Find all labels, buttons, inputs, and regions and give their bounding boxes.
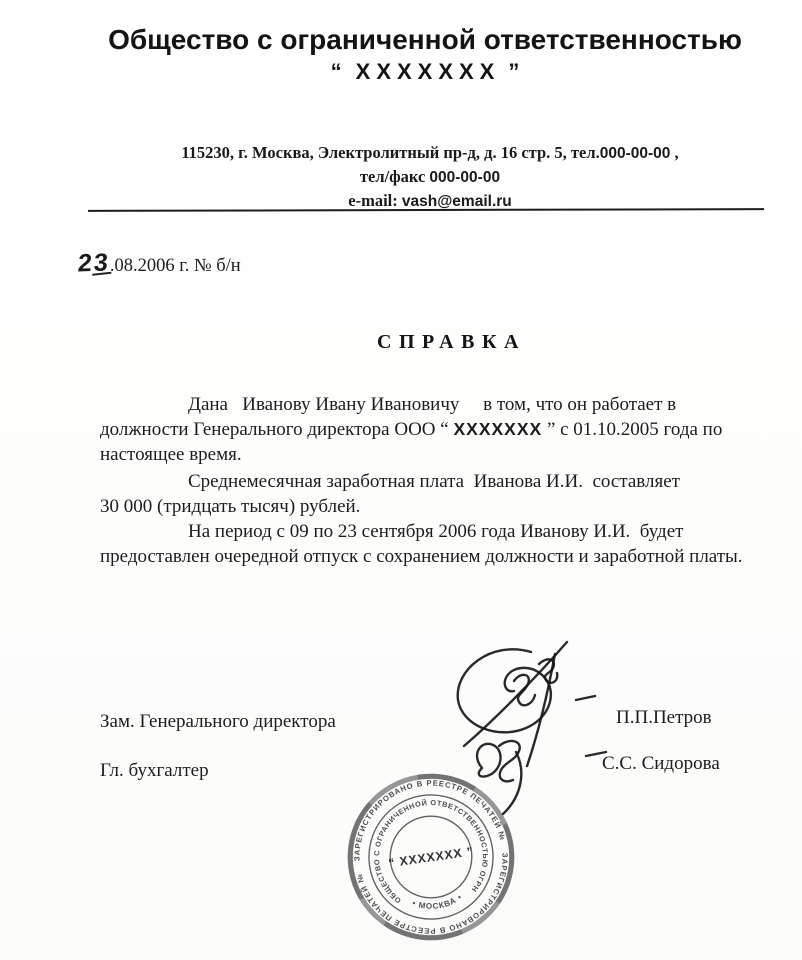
fax-number: 000-00-00	[429, 169, 501, 186]
seal-registry-text-bottom: ЗАРЕГИСТРИРОВАНО В РЕЕСТРЕ ПЕЧАТЕЙ №	[354, 852, 510, 936]
petrov-signature	[458, 642, 595, 766]
close-quote: ”	[508, 59, 520, 84]
role-label-chief-accountant: Гл. бухгалтер	[100, 760, 209, 781]
contact-block	[58, 141, 802, 213]
typed-date: .08.2006 г. № б/н	[109, 256, 241, 276]
body-line: Среднемесячная заработная плата Иванова И.И. составляет	[188, 471, 680, 492]
contact-line-email: e-mail: vash@email.ru	[348, 191, 512, 210]
sidorova-signature	[477, 741, 606, 814]
body-text	[100, 392, 780, 569]
org-type-title: Общество с ограниченной ответственностью	[108, 24, 742, 55]
seal-city-text: • МОСКВА •	[411, 892, 464, 911]
org-name-placeholder: XXXXXXX	[355, 59, 501, 84]
phone-number: 000-00-00	[599, 145, 671, 162]
signer-name-petrov: П.П.Петров	[616, 707, 712, 728]
contact-line-address: 115230, г. Москва, Электролитный пр-д, д. 16 стр. 5, тел.000-00-00 ,	[181, 143, 679, 162]
signer-name-sidorova: С.С. Сидорова	[602, 753, 720, 774]
seal-center-name: “ XXXXXXX ”	[387, 844, 475, 871]
seal-registry-text-top: ЗАРЕГИСТРИРОВАНО В РЕЕСТРЕ ПЕЧАТЕЙ №	[352, 778, 508, 862]
body-line: Дана Иванову Ивану Ивановичу в том, что он работает в	[188, 394, 677, 415]
handwritten-day: 23	[77, 248, 111, 278]
document-title: СПРАВКА	[377, 331, 526, 353]
org-name-placeholder: XXXXXXX	[453, 419, 543, 439]
open-quote: “	[330, 59, 342, 84]
date-line	[78, 249, 241, 278]
seal-org-text: ОБЩЕСТВО С ОГРАНИЧЕННОЙ ОТВЕТСТВЕННОСТЬЮ ОГРН	[372, 798, 490, 906]
body-line: должности Генерального директора ООО “ XXXXXXX ” с 01.10.2005 года по	[100, 419, 723, 440]
handwritten-signatures	[436, 638, 661, 820]
body-line: настоящее время.	[100, 444, 242, 465]
body-line: 30 000 (тридцать тысяч) рублей.	[100, 496, 361, 517]
email-address: vash@email.ru	[401, 193, 512, 210]
body-line: предоставлен очередной отпуск с сохранением должности и заработной платы.	[100, 546, 743, 567]
role-label-deputy-director: Зам. Генерального директора	[100, 711, 336, 732]
org-name-title	[24, 59, 802, 85]
body-line: На период с 09 по 23 сентября 2006 года Иванову И.И. будет	[188, 521, 684, 542]
contact-line-fax: тел/факс 000-00-00	[359, 167, 501, 186]
